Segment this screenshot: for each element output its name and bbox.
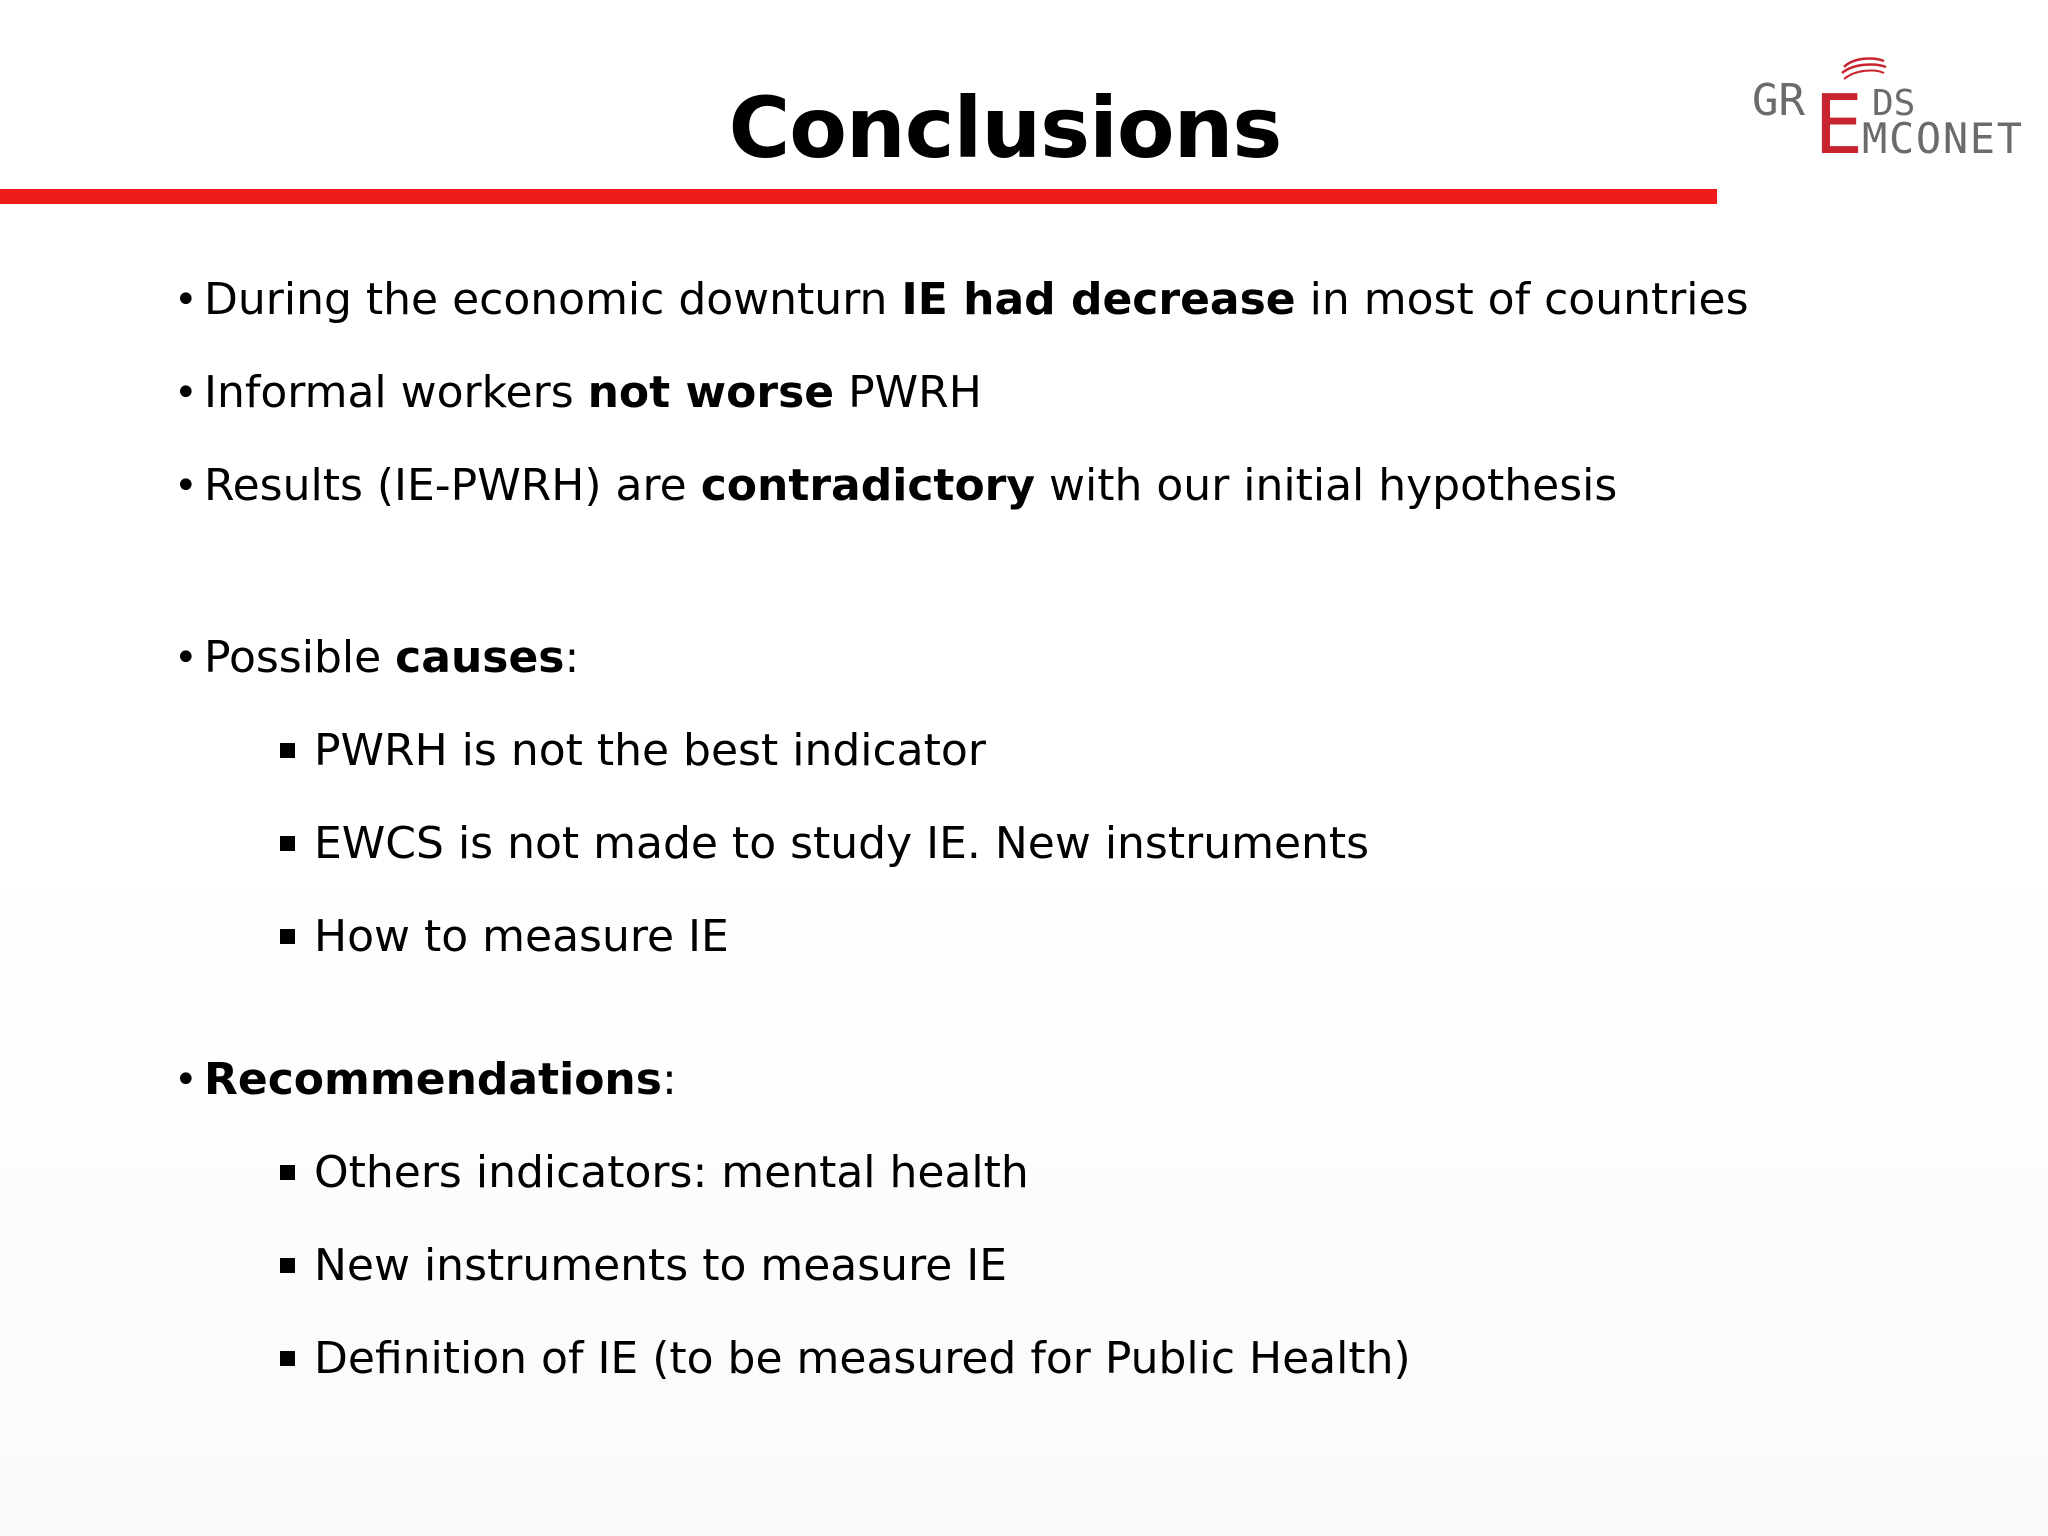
bullet-item [174,456,1618,516]
bullet-glyph: • [174,463,198,509]
square-bullet-icon [280,1258,295,1273]
bullet-item [174,270,1749,330]
logo-text-e: E [1814,78,1864,165]
sub-bullet-item [314,1143,1029,1203]
logo-text-gr: GR [1752,75,1805,126]
recommendations-heading [174,1050,677,1110]
bullet-emphasis: not worse [587,367,835,418]
bullet-glyph: • [174,1057,198,1103]
sub-bullet-item [314,1329,1411,1389]
sub-bullet-item [314,814,1369,874]
bullet-emphasis: Recommendations [204,1054,662,1105]
bullet-item [174,363,982,423]
square-bullet-icon [280,743,295,758]
bullet-emphasis: contradictory [700,460,1036,511]
bullet-text: Results (IE-PWRH) are [204,460,701,511]
bullet-text: PWRH [834,367,982,418]
bullet-text: in most of countries [1295,274,1749,325]
bullet-text: During the economic downturn [204,274,902,325]
bullet-glyph: • [174,277,198,323]
square-bullet-icon [280,929,295,944]
square-bullet-icon [280,1351,295,1366]
square-bullet-icon [280,1165,295,1180]
sub-bullet-text: New instruments to measure IE [314,1240,1008,1291]
causes-heading [174,628,580,688]
bullet-text: : [564,632,580,683]
slide-title: Conclusions [728,79,1282,177]
sub-bullet-text: Others indicators: mental health [314,1147,1029,1198]
bullet-text: Possible [204,632,396,683]
sub-bullet-item [314,1236,1007,1296]
logo-text-ds: DS [1872,83,1916,124]
bullet-text: Informal workers [204,367,588,418]
sub-bullet-text: Definition of IE (to be measured for Public Health) [314,1333,1411,1384]
sub-bullet-item [314,907,729,967]
bullet-text: : [661,1054,677,1105]
bullet-text: with our initial hypothesis [1035,460,1618,511]
sub-bullet-text: How to measure IE [314,911,729,962]
bullet-glyph: • [174,370,198,416]
bullet-emphasis: causes [395,632,565,683]
sub-bullet-text: EWCS is not made to study IE. New instruments [314,818,1370,869]
bullet-emphasis: IE had decrease [901,274,1296,325]
sub-bullet-text: PWRH is not the best indicator [314,725,986,776]
sub-bullet-item [314,721,986,781]
bullet-glyph: • [174,635,198,681]
logo-text-mconet: MCONET [1862,114,2022,163]
square-bullet-icon [280,836,295,851]
